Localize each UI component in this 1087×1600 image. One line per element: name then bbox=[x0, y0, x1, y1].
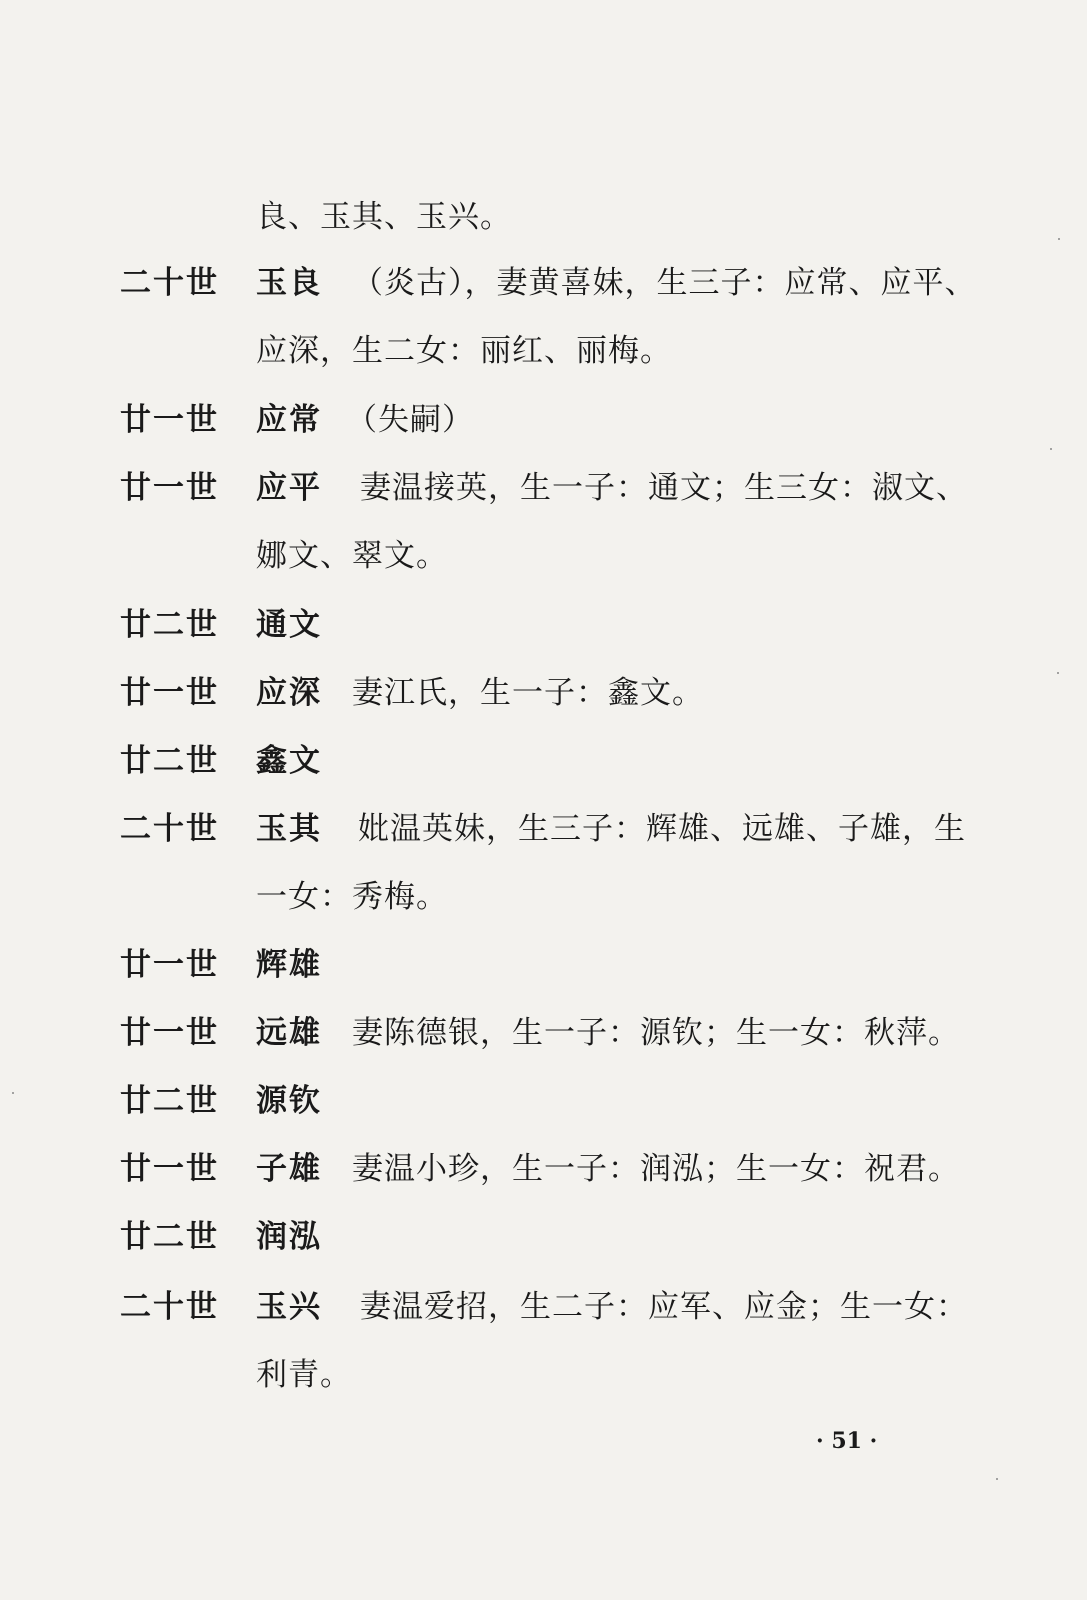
generation-label: 廿二世 bbox=[120, 743, 219, 779]
person-name: 源钦 bbox=[256, 1083, 322, 1119]
scan-speck bbox=[12, 1092, 14, 1094]
genealogy-entry bbox=[0, 1287, 1087, 1327]
generation-label: 廿一世 bbox=[120, 675, 219, 711]
generation-label: 廿一世 bbox=[120, 1151, 219, 1187]
continuation-text: 应深，生二女：丽红、丽梅。 bbox=[256, 333, 672, 369]
person-name: 玉兴 bbox=[256, 1289, 322, 1325]
scan-speck bbox=[1050, 448, 1052, 450]
person-name: 玉其 bbox=[256, 811, 322, 847]
person-name: 鑫文 bbox=[256, 743, 322, 779]
entry-description: （炎古），妻黄喜妹，生三子：应常、应平、 bbox=[352, 265, 977, 301]
person-name: 玉良 bbox=[256, 265, 322, 301]
text-line bbox=[0, 331, 1087, 371]
person-name: 通文 bbox=[256, 607, 322, 643]
generation-label: 廿一世 bbox=[120, 947, 219, 983]
genealogy-entry bbox=[0, 468, 1087, 508]
generation-label: 二十世 bbox=[120, 265, 219, 301]
genealogy-entry bbox=[0, 809, 1087, 849]
genealogy-entry bbox=[0, 1217, 1087, 1257]
continuation-text: 娜文、翠文。 bbox=[256, 538, 448, 574]
generation-label: 二十世 bbox=[120, 811, 219, 847]
entry-description: 妻温爱招，生二子：应军、应金；生一女： bbox=[360, 1289, 968, 1325]
text-line bbox=[0, 536, 1087, 576]
genealogy-entry bbox=[0, 1149, 1087, 1189]
genealogy-entry bbox=[0, 1081, 1087, 1121]
generation-label: 廿一世 bbox=[120, 1015, 219, 1051]
continuation-text: 一女：秀梅。 bbox=[256, 879, 448, 915]
text-line bbox=[0, 197, 1087, 237]
genealogy-entry bbox=[0, 605, 1087, 645]
generation-label: 二十世 bbox=[120, 1289, 219, 1325]
genealogy-entry bbox=[0, 400, 1087, 440]
genealogy-entry bbox=[0, 741, 1087, 781]
generation-label: 廿二世 bbox=[120, 607, 219, 643]
text-line bbox=[0, 1355, 1087, 1395]
person-name: 应平 bbox=[256, 470, 322, 506]
scan-speck bbox=[1058, 238, 1060, 240]
entry-description: 妻江氏，生一子：鑫文。 bbox=[352, 675, 704, 711]
text-line bbox=[0, 877, 1087, 917]
continuation-text: 利青。 bbox=[256, 1357, 352, 1393]
generation-label: 廿一世 bbox=[120, 402, 219, 438]
genealogy-entry bbox=[0, 945, 1087, 985]
scan-speck bbox=[996, 1478, 998, 1480]
entry-description: （失嗣） bbox=[346, 402, 474, 438]
person-name: 辉雄 bbox=[256, 947, 322, 983]
generation-label: 廿二世 bbox=[120, 1083, 219, 1119]
page-number: · 51 · bbox=[816, 1428, 878, 1454]
generation-label: 廿一世 bbox=[120, 470, 219, 506]
generation-label: 廿二世 bbox=[120, 1219, 219, 1255]
scan-speck bbox=[1057, 672, 1059, 674]
person-name: 子雄 bbox=[256, 1151, 322, 1187]
continuation-text: 良、玉其、玉兴。 bbox=[256, 199, 512, 235]
person-name: 远雄 bbox=[256, 1015, 322, 1051]
person-name: 润泓 bbox=[256, 1219, 322, 1255]
entry-description: 妣温英妹，生三子：辉雄、远雄、子雄，生 bbox=[358, 811, 966, 847]
entry-description: 妻陈德银，生一子：源钦；生一女：秋萍。 bbox=[352, 1015, 960, 1051]
person-name: 应深 bbox=[256, 675, 322, 711]
genealogy-entry bbox=[0, 263, 1087, 303]
genealogy-entry bbox=[0, 673, 1087, 713]
entry-description: 妻温小珍，生一子：润泓；生一女：祝君。 bbox=[352, 1151, 960, 1187]
entry-description: 妻温接英，生一子：通文；生三女：淑文、 bbox=[360, 470, 968, 506]
genealogy-entry bbox=[0, 1013, 1087, 1053]
person-name: 应常 bbox=[256, 402, 322, 438]
